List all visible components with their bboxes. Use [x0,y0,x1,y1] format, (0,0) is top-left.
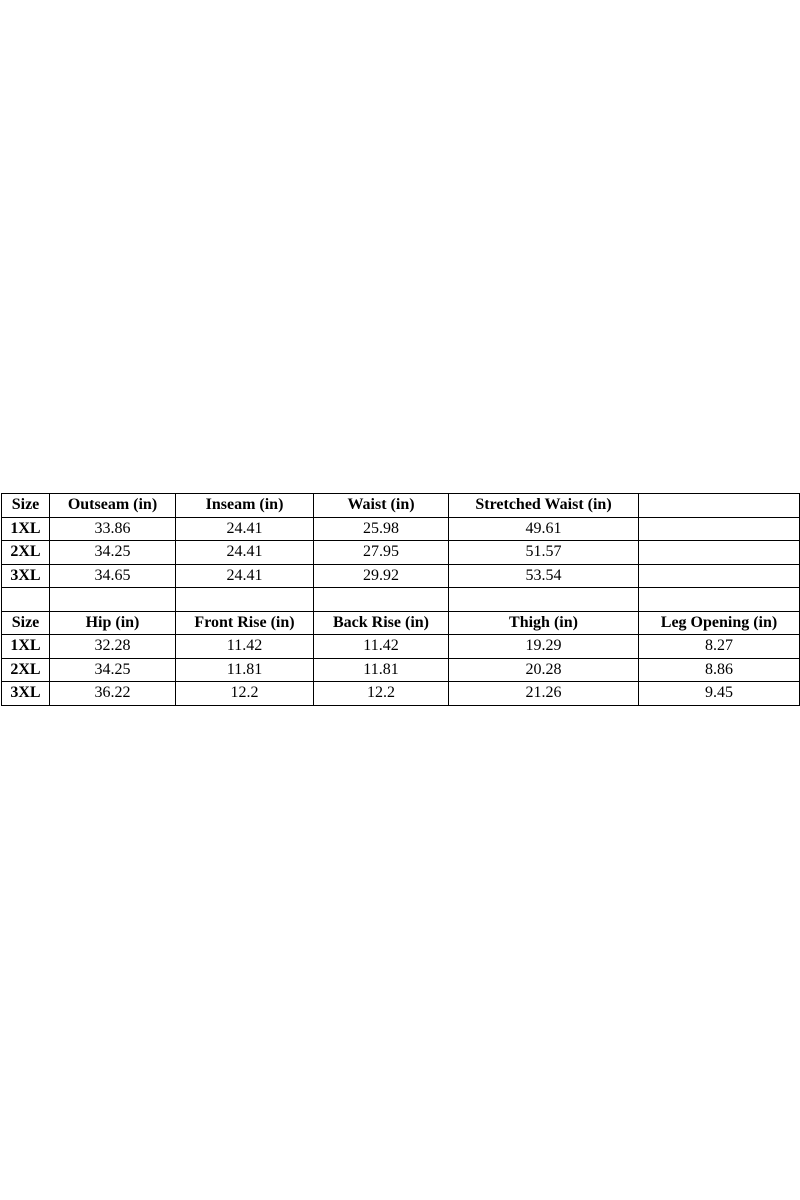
table-cell: 29.92 [314,564,449,588]
header-cell: Thigh (in) [449,611,639,635]
table2-header-row [2,611,800,635]
table-cell: 27.95 [314,541,449,565]
table-cell: 24.41 [176,564,314,588]
table-cell: 20.28 [449,658,639,682]
table-cell: 24.41 [176,517,314,541]
size-chart-table [1,493,800,706]
size-label: 1XL [2,517,50,541]
size-label: 2XL [2,658,50,682]
table-cell: 24.41 [176,541,314,565]
table-row [2,564,800,588]
header-cell: Stretched Waist (in) [449,494,639,518]
empty-cell [50,588,176,612]
table-cell [639,564,800,588]
table-cell: 12.2 [176,682,314,706]
empty-cell [2,588,50,612]
empty-cell [176,588,314,612]
table1-header-row [2,494,800,518]
header-cell: Inseam (in) [176,494,314,518]
table-cell: 33.86 [50,517,176,541]
table-cell: 11.42 [314,635,449,659]
table-row [2,658,800,682]
table-cell: 53.54 [449,564,639,588]
empty-cell [449,588,639,612]
size-label: 1XL [2,635,50,659]
table-cell: 34.25 [50,541,176,565]
table-cell: 11.42 [176,635,314,659]
size-label: 2XL [2,541,50,565]
header-cell [639,494,800,518]
table-cell: 36.22 [50,682,176,706]
spacer-row [2,588,800,612]
table-cell: 51.57 [449,541,639,565]
table-cell: 11.81 [314,658,449,682]
empty-cell [639,588,800,612]
table-cell: 49.61 [449,517,639,541]
table-cell: 32.28 [50,635,176,659]
header-cell: Outseam (in) [50,494,176,518]
table-cell: 34.25 [50,658,176,682]
header-cell: Back Rise (in) [314,611,449,635]
table-row [2,517,800,541]
table-cell: 8.86 [639,658,800,682]
table-cell: 8.27 [639,635,800,659]
table-cell [639,541,800,565]
table-row [2,541,800,565]
header-cell: Hip (in) [50,611,176,635]
table-cell: 19.29 [449,635,639,659]
table-cell: 34.65 [50,564,176,588]
header-cell: Size [2,494,50,518]
size-label: 3XL [2,564,50,588]
empty-cell [314,588,449,612]
size-label: 3XL [2,682,50,706]
table-cell [639,517,800,541]
table-cell: 25.98 [314,517,449,541]
table-row [2,635,800,659]
header-cell: Front Rise (in) [176,611,314,635]
header-cell: Size [2,611,50,635]
header-cell: Waist (in) [314,494,449,518]
header-cell: Leg Opening (in) [639,611,800,635]
table-cell: 11.81 [176,658,314,682]
table-cell: 9.45 [639,682,800,706]
table-cell: 12.2 [314,682,449,706]
table-cell: 21.26 [449,682,639,706]
table-row [2,682,800,706]
